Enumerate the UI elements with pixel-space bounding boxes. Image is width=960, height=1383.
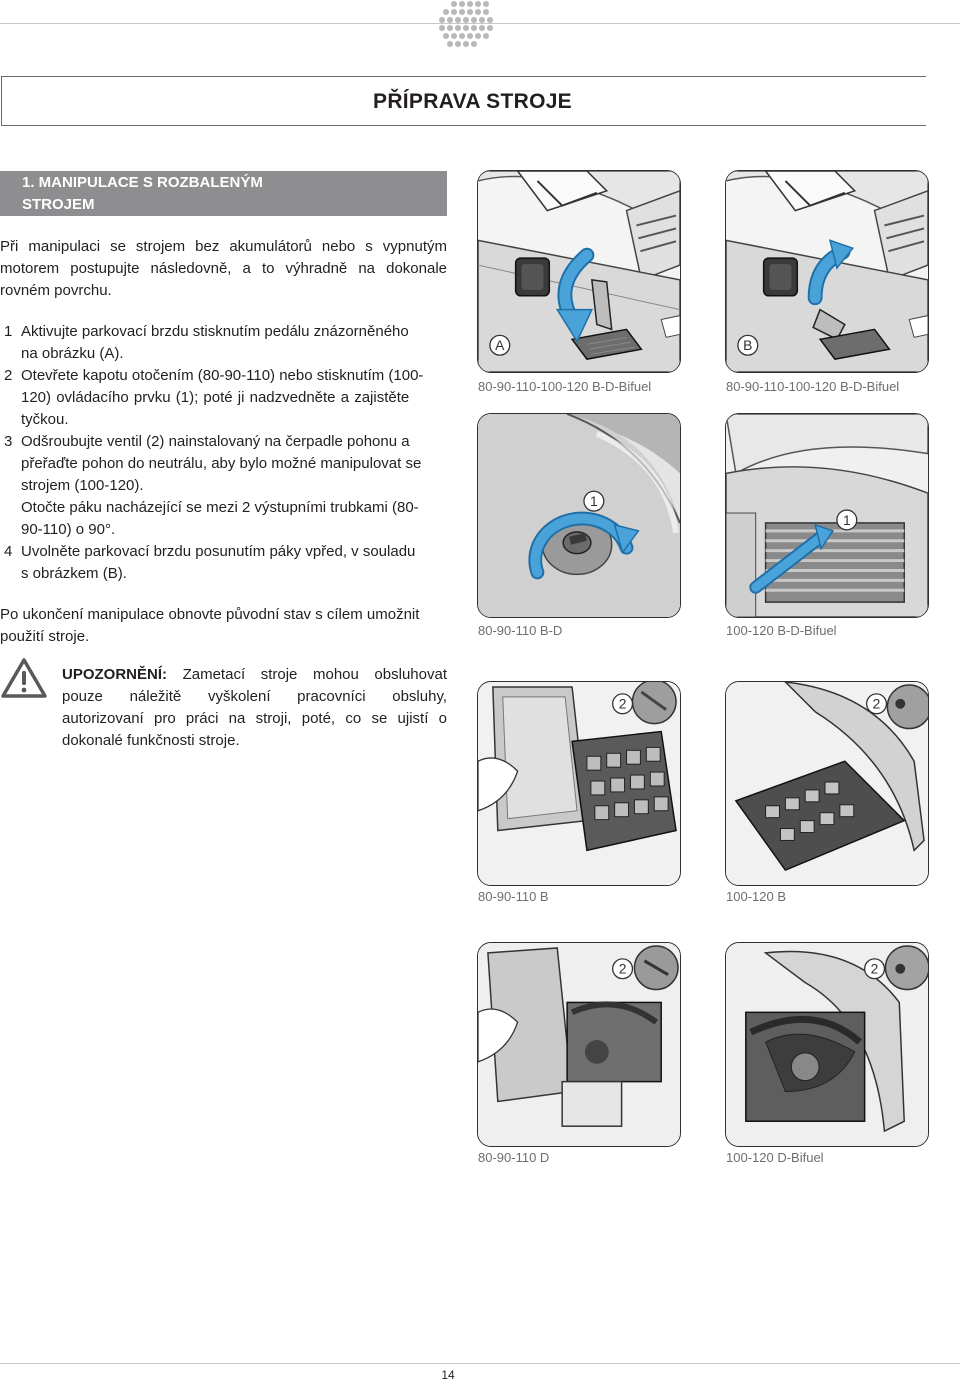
warning-label: UPOZORNĚNÍ:: [62, 666, 167, 683]
warning-text: [62, 664, 447, 752]
closing-line: Po ukončení manipulace obnovte původní stav s cílem umožnit: [0, 606, 420, 623]
figure-a-parking-pedal: [477, 170, 681, 373]
figure-hood-knob-rotate: [477, 413, 681, 618]
warning-line: autorizovaní pro práci na stroji, poté, co se ujistí o: [62, 710, 447, 728]
step-line: 90-110) o 90°.: [21, 521, 116, 539]
section-heading: [0, 171, 447, 216]
figure-caption: 80-90-110 B: [478, 889, 549, 904]
intro-line: motorem postupujte následovně, a to výhradně na dokonale: [0, 260, 447, 278]
figure-b-parking-release: [725, 170, 929, 373]
step-number: 2: [4, 367, 13, 384]
figure-caption: 80-90-110 B-D: [478, 623, 563, 638]
figure-valve-battery-2: [725, 681, 929, 886]
figure-badge: 2: [872, 695, 881, 712]
intro-line: Při manipulaci se strojem bez akumulátorů nebo s vypnutým: [0, 238, 447, 255]
figure-valve-engine-1: [477, 942, 681, 1147]
figure-caption: 100-120 B-D-Bifuel: [726, 623, 837, 638]
section-heading-line1: 1. MANIPULACE S ROZBALENÝM: [22, 174, 263, 191]
figure-badge: A: [495, 337, 505, 354]
warning-line: Zametací stroje mohou obsluhovat: [167, 666, 447, 683]
figure-badge: 1: [589, 493, 598, 510]
page-number: 14: [441, 1368, 455, 1382]
hood-grille-illustration: [726, 414, 928, 617]
bottom-rule: [0, 1363, 960, 1364]
step-4: [4, 541, 447, 585]
step-line: přeřaďte pohon do neutrálu, aby bylo možné manipulovat se: [21, 455, 422, 473]
figure-caption: 100-120 D-Bifuel: [726, 1150, 824, 1165]
page-title: PŘÍPRAVA STROJE: [373, 90, 572, 113]
warning-line: pouze náležitě vyškolení pracovníci obsluhy,: [62, 688, 447, 706]
pedal-illustration: [726, 171, 928, 372]
step-line: na obrázku (A).: [21, 345, 124, 363]
figure-caption: 80-90-110-100-120 B-D-Bifuel: [726, 379, 900, 394]
figure-caption: 80-90-110 D: [478, 1150, 550, 1165]
pedal-illustration: [478, 171, 680, 372]
figure-badge: 1: [842, 511, 851, 528]
step-line: Otevřete kapotu otočením (80-90-110) nebo stisknutím (100-: [21, 367, 424, 384]
step-line: Aktivujte parkovací brzdu stisknutím pedálu znázorněného: [21, 323, 409, 340]
figure-badge: 2: [618, 695, 627, 712]
dot-grid-icon: [436, 0, 494, 50]
figure-badge: B: [743, 337, 753, 354]
figure-valve-battery-1: [477, 681, 681, 886]
step-line: tyčkou.: [21, 411, 69, 429]
figure-hood-button-press: [725, 413, 929, 618]
figure-badge: 2: [870, 960, 879, 977]
warning-triangle-icon: [0, 657, 48, 699]
battery-compartment-illustration: [726, 682, 928, 885]
step-3: [4, 431, 447, 541]
step-number: 4: [4, 543, 13, 560]
figure-valve-engine-2: [725, 942, 929, 1147]
step-line: s obrázkem (B).: [21, 565, 127, 583]
hood-knob-illustration: [478, 414, 680, 617]
section-heading-line2: STROJEM: [22, 196, 95, 213]
step-line: Odšroubujte ventil (2) nainstalovaný na čerpadle pohonu a: [21, 433, 410, 450]
step-number: 3: [4, 433, 13, 450]
figure-caption: 80-90-110-100-120 B-D-Bifuel: [478, 379, 652, 394]
step-line: strojem (100-120).: [21, 477, 144, 495]
step-line: Uvolněte parkovací brzdu posunutím páky vpřed, v souladu: [21, 543, 416, 560]
step-number: 1: [4, 323, 13, 340]
intro-paragraph: [0, 236, 447, 302]
step-1: [4, 321, 447, 365]
engine-compartment-illustration: [478, 943, 680, 1146]
engine-compartment-illustration: [726, 943, 928, 1146]
warning-line: dokonalé funkčnosti stroje.: [62, 732, 240, 750]
closing-line: použití stroje.: [0, 628, 90, 646]
step-line: Otočte páku nacházející se mezi 2 výstupními trubkami (80-: [21, 499, 419, 517]
figure-badge: 2: [618, 960, 627, 977]
step-line: 120) ovládacího prvku (1); poté ji nadzvedněte a zajistěte: [21, 389, 410, 407]
battery-compartment-illustration: [478, 682, 680, 885]
figure-caption: 100-120 B: [726, 889, 786, 904]
intro-line: rovném povrchu.: [0, 282, 112, 300]
step-2: [4, 365, 447, 431]
closing-paragraph: [0, 604, 447, 648]
